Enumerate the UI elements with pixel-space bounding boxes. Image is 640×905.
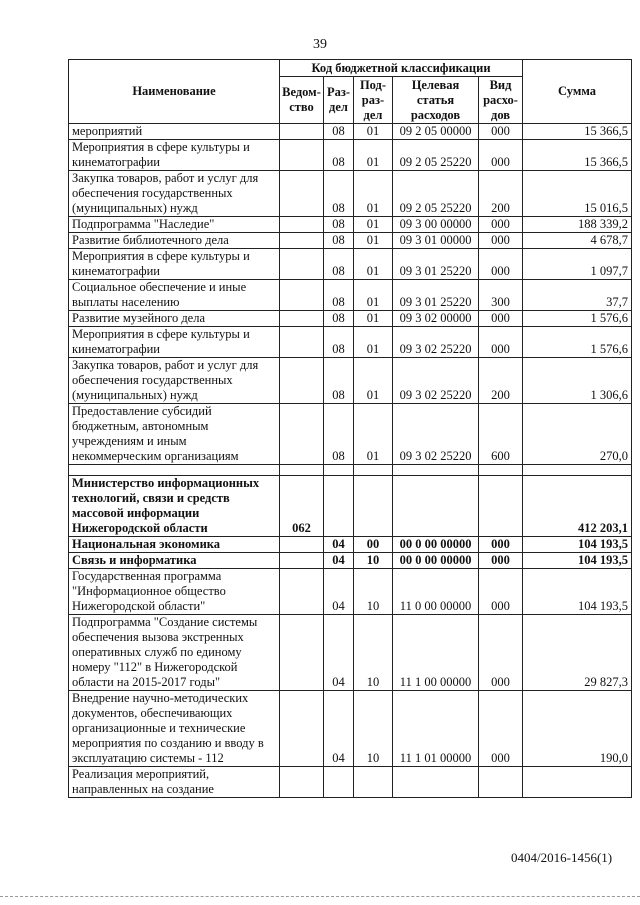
budget-table <box>68 59 632 798</box>
cell-rz: 08 <box>324 233 354 249</box>
cell-vr <box>479 767 523 798</box>
cell-name: Министерство информационных технологий, связи и средств массовой информации Нижегородской области <box>69 476 280 537</box>
cell-sum: 4 678,7 <box>523 233 632 249</box>
cell-name: Национальная экономика <box>69 537 280 553</box>
cell-cs <box>393 465 479 476</box>
cell-sum: 15 366,5 <box>523 124 632 140</box>
header-target: Целевая статья расходов <box>393 77 479 124</box>
cell-sum <box>523 767 632 798</box>
table-row <box>69 404 632 465</box>
cell-rz: 04 <box>324 569 354 615</box>
cell-vr: 000 <box>479 217 523 233</box>
cell-cs: 09 2 05 00000 <box>393 124 479 140</box>
cell-cs: 11 0 00 00000 <box>393 569 479 615</box>
cell-pr: 01 <box>354 358 393 404</box>
cell-ved <box>280 124 324 140</box>
header-podrazdel: Под-раз-дел <box>354 77 393 124</box>
cell-vr: 000 <box>479 311 523 327</box>
cell-pr <box>354 465 393 476</box>
cell-name: Закупка товаров, работ и услуг для обеспечения государственных (муниципальных) нужд <box>69 171 280 217</box>
cell-ved <box>280 691 324 767</box>
cell-name: Социальное обеспечение и иные выплаты населению <box>69 280 280 311</box>
table-row <box>69 465 632 476</box>
cell-vr: 000 <box>479 140 523 171</box>
cell-cs: 09 2 05 25220 <box>393 171 479 217</box>
cell-ved <box>280 311 324 327</box>
cell-pr: 01 <box>354 311 393 327</box>
cell-cs <box>393 767 479 798</box>
cell-vr: 000 <box>479 233 523 249</box>
header-name: Наименование <box>69 60 280 124</box>
cell-ved <box>280 767 324 798</box>
cell-name: Закупка товаров, работ и услуг для обеспечения государственных (муниципальных) нужд <box>69 358 280 404</box>
cell-sum: 104 193,5 <box>523 537 632 553</box>
cell-sum: 1 576,6 <box>523 327 632 358</box>
cell-cs: 00 0 00 00000 <box>393 553 479 569</box>
cell-cs: 09 3 02 25220 <box>393 358 479 404</box>
cell-sum: 29 827,3 <box>523 615 632 691</box>
cell-name: Мероприятия в сфере культуры и кинематографии <box>69 249 280 280</box>
cell-cs: 09 3 01 25220 <box>393 249 479 280</box>
cell-pr: 01 <box>354 280 393 311</box>
table-row <box>69 124 632 140</box>
cell-cs: 09 3 01 25220 <box>393 280 479 311</box>
cell-name: Мероприятия в сфере культуры и кинематографии <box>69 327 280 358</box>
page-edge-line <box>0 896 640 897</box>
cell-rz: 08 <box>324 404 354 465</box>
cell-sum: 1 097,7 <box>523 249 632 280</box>
cell-rz: 04 <box>324 615 354 691</box>
header-razdel: Раз-дел <box>324 77 354 124</box>
table-row <box>69 767 632 798</box>
cell-vr: 600 <box>479 404 523 465</box>
cell-vr: 200 <box>479 171 523 217</box>
cell-name: Подпрограмма "Создание системы обеспечения вызова экстренных оперативных служб по единому номеру "112" в Нижегородской области на 2015-2017 годы" <box>69 615 280 691</box>
cell-rz <box>324 476 354 537</box>
cell-pr: 01 <box>354 249 393 280</box>
cell-ved <box>280 358 324 404</box>
document-code: 0404/2016-1456(1) <box>511 850 613 865</box>
cell-name: Реализация мероприятий, направленных на создание <box>69 767 280 798</box>
cell-cs: 09 2 05 25220 <box>393 140 479 171</box>
cell-sum: 15 366,5 <box>523 140 632 171</box>
cell-sum: 188 339,2 <box>523 217 632 233</box>
cell-ved <box>280 404 324 465</box>
cell-cs: 00 0 00 00000 <box>393 537 479 553</box>
table-row <box>69 691 632 767</box>
cell-vr: 000 <box>479 327 523 358</box>
cell-pr: 01 <box>354 404 393 465</box>
cell-ved <box>280 217 324 233</box>
table-row <box>69 569 632 615</box>
cell-pr: 10 <box>354 553 393 569</box>
cell-sum: 104 193,5 <box>523 553 632 569</box>
cell-ved <box>280 171 324 217</box>
cell-rz: 08 <box>324 311 354 327</box>
cell-rz: 04 <box>324 537 354 553</box>
table-row <box>69 358 632 404</box>
cell-ved <box>280 249 324 280</box>
cell-cs: 09 3 02 00000 <box>393 311 479 327</box>
cell-ved <box>280 553 324 569</box>
cell-ved <box>280 537 324 553</box>
cell-rz: 08 <box>324 171 354 217</box>
cell-ved <box>280 233 324 249</box>
cell-vr <box>479 465 523 476</box>
page-number: 39 <box>313 37 327 52</box>
cell-pr: 10 <box>354 615 393 691</box>
cell-name: Подпрограмма "Наследие" <box>69 217 280 233</box>
cell-cs: 09 3 00 00000 <box>393 217 479 233</box>
cell-ved <box>280 280 324 311</box>
cell-sum: 37,7 <box>523 280 632 311</box>
cell-ved: 062 <box>280 476 324 537</box>
cell-sum: 412 203,1 <box>523 476 632 537</box>
cell-pr <box>354 476 393 537</box>
cell-pr: 01 <box>354 140 393 171</box>
table-row <box>69 140 632 171</box>
cell-rz: 08 <box>324 358 354 404</box>
header-ved: Ведом-ство <box>280 77 324 124</box>
cell-name: Мероприятия в сфере культуры и кинематографии <box>69 140 280 171</box>
table-row <box>69 327 632 358</box>
cell-name: Развитие музейного дела <box>69 311 280 327</box>
cell-vr <box>479 476 523 537</box>
table-row <box>69 217 632 233</box>
cell-pr <box>354 767 393 798</box>
cell-rz: 08 <box>324 327 354 358</box>
header-sum: Сумма <box>523 60 632 124</box>
cell-ved <box>280 465 324 476</box>
table-row <box>69 537 632 553</box>
cell-pr: 01 <box>354 171 393 217</box>
cell-sum: 190,0 <box>523 691 632 767</box>
cell-sum: 1 576,6 <box>523 311 632 327</box>
cell-vr: 000 <box>479 249 523 280</box>
cell-name: Предоставление субсидий бюджетным, автономным учреждениям и иным некоммерческим организациям <box>69 404 280 465</box>
cell-vr: 000 <box>479 691 523 767</box>
cell-pr: 01 <box>354 233 393 249</box>
cell-rz <box>324 767 354 798</box>
header-vid: Вид расхо-дов <box>479 77 523 124</box>
cell-rz: 08 <box>324 280 354 311</box>
cell-vr: 000 <box>479 569 523 615</box>
header-classification: Код бюджетной классификации <box>280 60 523 77</box>
cell-rz: 08 <box>324 140 354 171</box>
cell-rz: 04 <box>324 691 354 767</box>
cell-ved <box>280 327 324 358</box>
table-row <box>69 553 632 569</box>
table-row <box>69 476 632 537</box>
cell-cs: 09 3 02 25220 <box>393 404 479 465</box>
cell-name: Развитие библиотечного дела <box>69 233 280 249</box>
cell-pr: 10 <box>354 569 393 615</box>
cell-cs: 11 1 00 00000 <box>393 615 479 691</box>
cell-vr: 300 <box>479 280 523 311</box>
cell-vr: 000 <box>479 537 523 553</box>
cell-cs: 11 1 01 00000 <box>393 691 479 767</box>
table-row <box>69 311 632 327</box>
cell-name: Государственная программа "Информационное общество Нижегородской области" <box>69 569 280 615</box>
cell-name: мероприятий <box>69 124 280 140</box>
cell-cs <box>393 476 479 537</box>
cell-rz: 04 <box>324 553 354 569</box>
cell-vr: 000 <box>479 615 523 691</box>
cell-name: Связь и информатика <box>69 553 280 569</box>
cell-cs: 09 3 02 25220 <box>393 327 479 358</box>
cell-vr: 200 <box>479 358 523 404</box>
cell-vr: 000 <box>479 124 523 140</box>
cell-pr: 01 <box>354 124 393 140</box>
table-row <box>69 171 632 217</box>
cell-sum: 15 016,5 <box>523 171 632 217</box>
cell-pr: 00 <box>354 537 393 553</box>
cell-rz <box>324 465 354 476</box>
cell-name <box>69 465 280 476</box>
cell-vr: 000 <box>479 553 523 569</box>
cell-ved <box>280 615 324 691</box>
table-row <box>69 233 632 249</box>
cell-rz: 08 <box>324 124 354 140</box>
table-row <box>69 249 632 280</box>
cell-pr: 01 <box>354 327 393 358</box>
cell-rz: 08 <box>324 249 354 280</box>
table-row <box>69 280 632 311</box>
table-row <box>69 615 632 691</box>
cell-pr: 10 <box>354 691 393 767</box>
cell-cs: 09 3 01 00000 <box>393 233 479 249</box>
cell-sum: 104 193,5 <box>523 569 632 615</box>
cell-sum: 1 306,6 <box>523 358 632 404</box>
cell-sum: 270,0 <box>523 404 632 465</box>
cell-pr: 01 <box>354 217 393 233</box>
cell-name: Внедрение научно-методических документов, обеспечивающих организационные и технические мероприятия по созданию и вводу в эксплуатацию системы - 112 <box>69 691 280 767</box>
cell-sum <box>523 465 632 476</box>
cell-ved <box>280 140 324 171</box>
cell-ved <box>280 569 324 615</box>
cell-rz: 08 <box>324 217 354 233</box>
